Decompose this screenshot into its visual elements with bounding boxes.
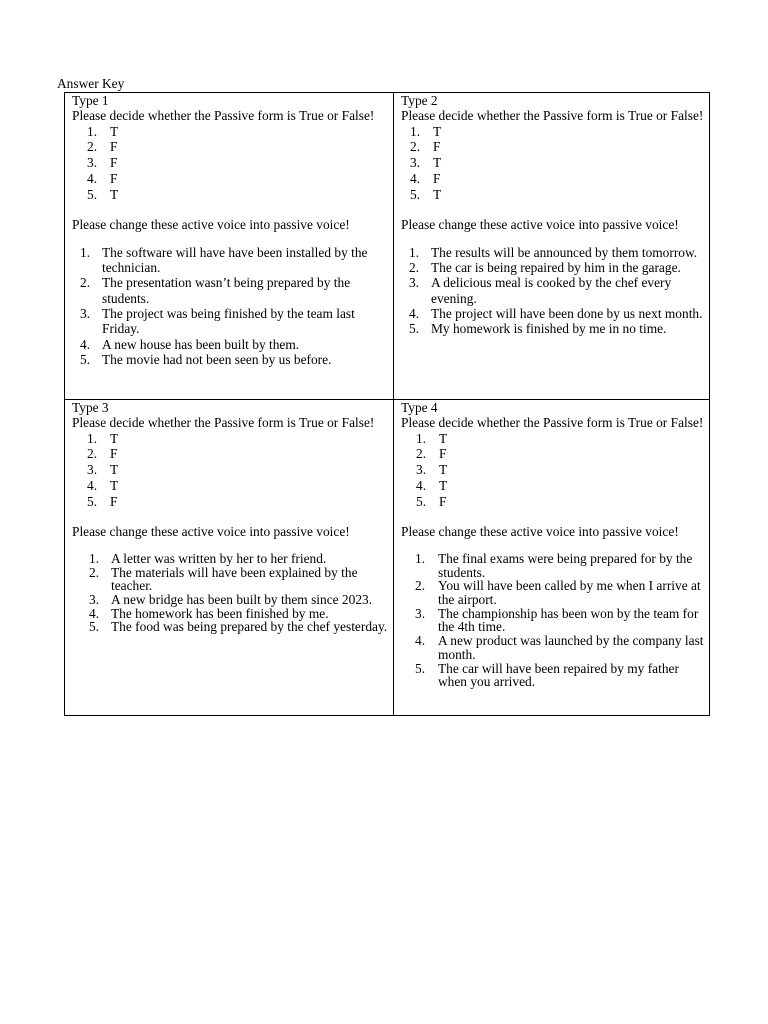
passive-answer: 2. You will have been called by me when I arrive at the airport. [415, 578, 701, 607]
passive-answer: 2. The materials will have been explained by the teacher. [89, 564, 358, 594]
type-3-cell [65, 400, 394, 716]
passive-answer: 4. A new product was launched by the company last month. [415, 633, 704, 662]
type-4-cell [394, 400, 710, 716]
passive-voice-answers [72, 552, 391, 634]
tf-answer: 2. F [87, 446, 118, 462]
passive-answer: 4. A new house has been built by them. [80, 336, 300, 352]
passive-voice-instruction: Please change these active voice into passive voice! [401, 216, 679, 232]
tf-answer: 5. T [87, 186, 119, 202]
answer-key-table [64, 92, 710, 716]
tf-answer: 5. F [416, 493, 447, 509]
type-label: Type 3 [72, 400, 109, 415]
tf-answer: 2. F [416, 446, 447, 462]
passive-answer: 1. A letter was written by her to her friend. [89, 550, 327, 566]
tf-answer: 1. T [410, 123, 442, 139]
passive-voice-instruction: Please change these active voice into passive voice! [72, 216, 350, 232]
passive-answer: 1. The final exams were being prepared for by the students. [415, 550, 693, 580]
passive-answer: 3. A delicious meal is cooked by the chef every evening. [409, 275, 672, 306]
tf-answer: 3. T [87, 462, 119, 478]
answer-key-row [65, 93, 710, 400]
true-false-instruction: Please decide whether the Passive form is True or False! [401, 108, 704, 124]
type-label: Type 1 [72, 93, 109, 108]
true-false-instruction: Please decide whether the Passive form is True or False! [401, 415, 704, 431]
tf-answer: 1. T [87, 430, 119, 446]
tf-answer: 4. F [410, 170, 441, 186]
passive-voice-instruction: Please change these active voice into passive voice! [401, 523, 679, 539]
tf-answer: 4. F [87, 170, 118, 186]
passive-answer: 5. The food was being prepared by the chef yesterday. [89, 619, 388, 635]
passive-answer: 5. My homework is finished by me in no time. [409, 321, 667, 337]
true-false-instruction: Please decide whether the Passive form is True or False! [72, 108, 375, 124]
tf-answer: 3. T [410, 155, 442, 171]
tf-answer: 2. F [410, 139, 441, 155]
passive-answer: 2. The car is being repaired by him in the garage. [409, 260, 681, 276]
type-label: Type 2 [401, 93, 438, 108]
passive-answer: 5. The movie had not been seen by us before. [80, 351, 332, 367]
passive-answer: 1. The results will be announced by them tomorrow. [409, 244, 698, 260]
passive-answer: 3. A new bridge has been built by them since 2023. [89, 591, 373, 607]
true-false-answers [395, 124, 707, 203]
passive-voice-answers [401, 552, 707, 689]
passive-answer: 3. The project was being finished by the team last Friday. [80, 306, 355, 337]
passive-answer: 3. The championship has been won by the team for the 4th time. [415, 605, 699, 635]
true-false-answers [72, 431, 391, 510]
tf-answer: 1. T [416, 430, 448, 446]
passive-voice-answers [401, 245, 707, 337]
passive-answer: 4. The homework has been finished by me. [89, 605, 329, 621]
tf-answer: 2. F [87, 139, 118, 155]
type-1-cell [65, 93, 394, 400]
tf-answer: 3. F [87, 155, 118, 171]
type-2-cell [394, 93, 710, 400]
tf-answer: 1. T [87, 123, 119, 139]
tf-answer: 3. T [416, 462, 448, 478]
answer-key-row [65, 400, 710, 716]
true-false-answers [401, 431, 707, 510]
passive-voice-instruction: Please change these active voice into passive voice! [72, 523, 350, 539]
tf-answer: 5. F [87, 493, 118, 509]
passive-answer: 5. The car will have been repaired by my father when you arrived. [415, 660, 679, 690]
tf-answer: 4. T [87, 477, 119, 493]
tf-answer: 4. T [416, 477, 448, 493]
passive-answer: 1. The software will have have been installed by the technician. [80, 244, 368, 276]
passive-answer: 4. The project will have been done by us next month. [409, 306, 703, 322]
passive-voice-answers [72, 245, 391, 367]
passive-answer: 2. The presentation wasn’t being prepared by the students. [80, 275, 351, 306]
type-label: Type 4 [401, 400, 438, 415]
true-false-instruction: Please decide whether the Passive form is True or False! [72, 415, 375, 431]
tf-answer: 5. T [410, 186, 442, 202]
page-heading: Answer Key [57, 76, 125, 91]
true-false-answers [72, 124, 391, 203]
